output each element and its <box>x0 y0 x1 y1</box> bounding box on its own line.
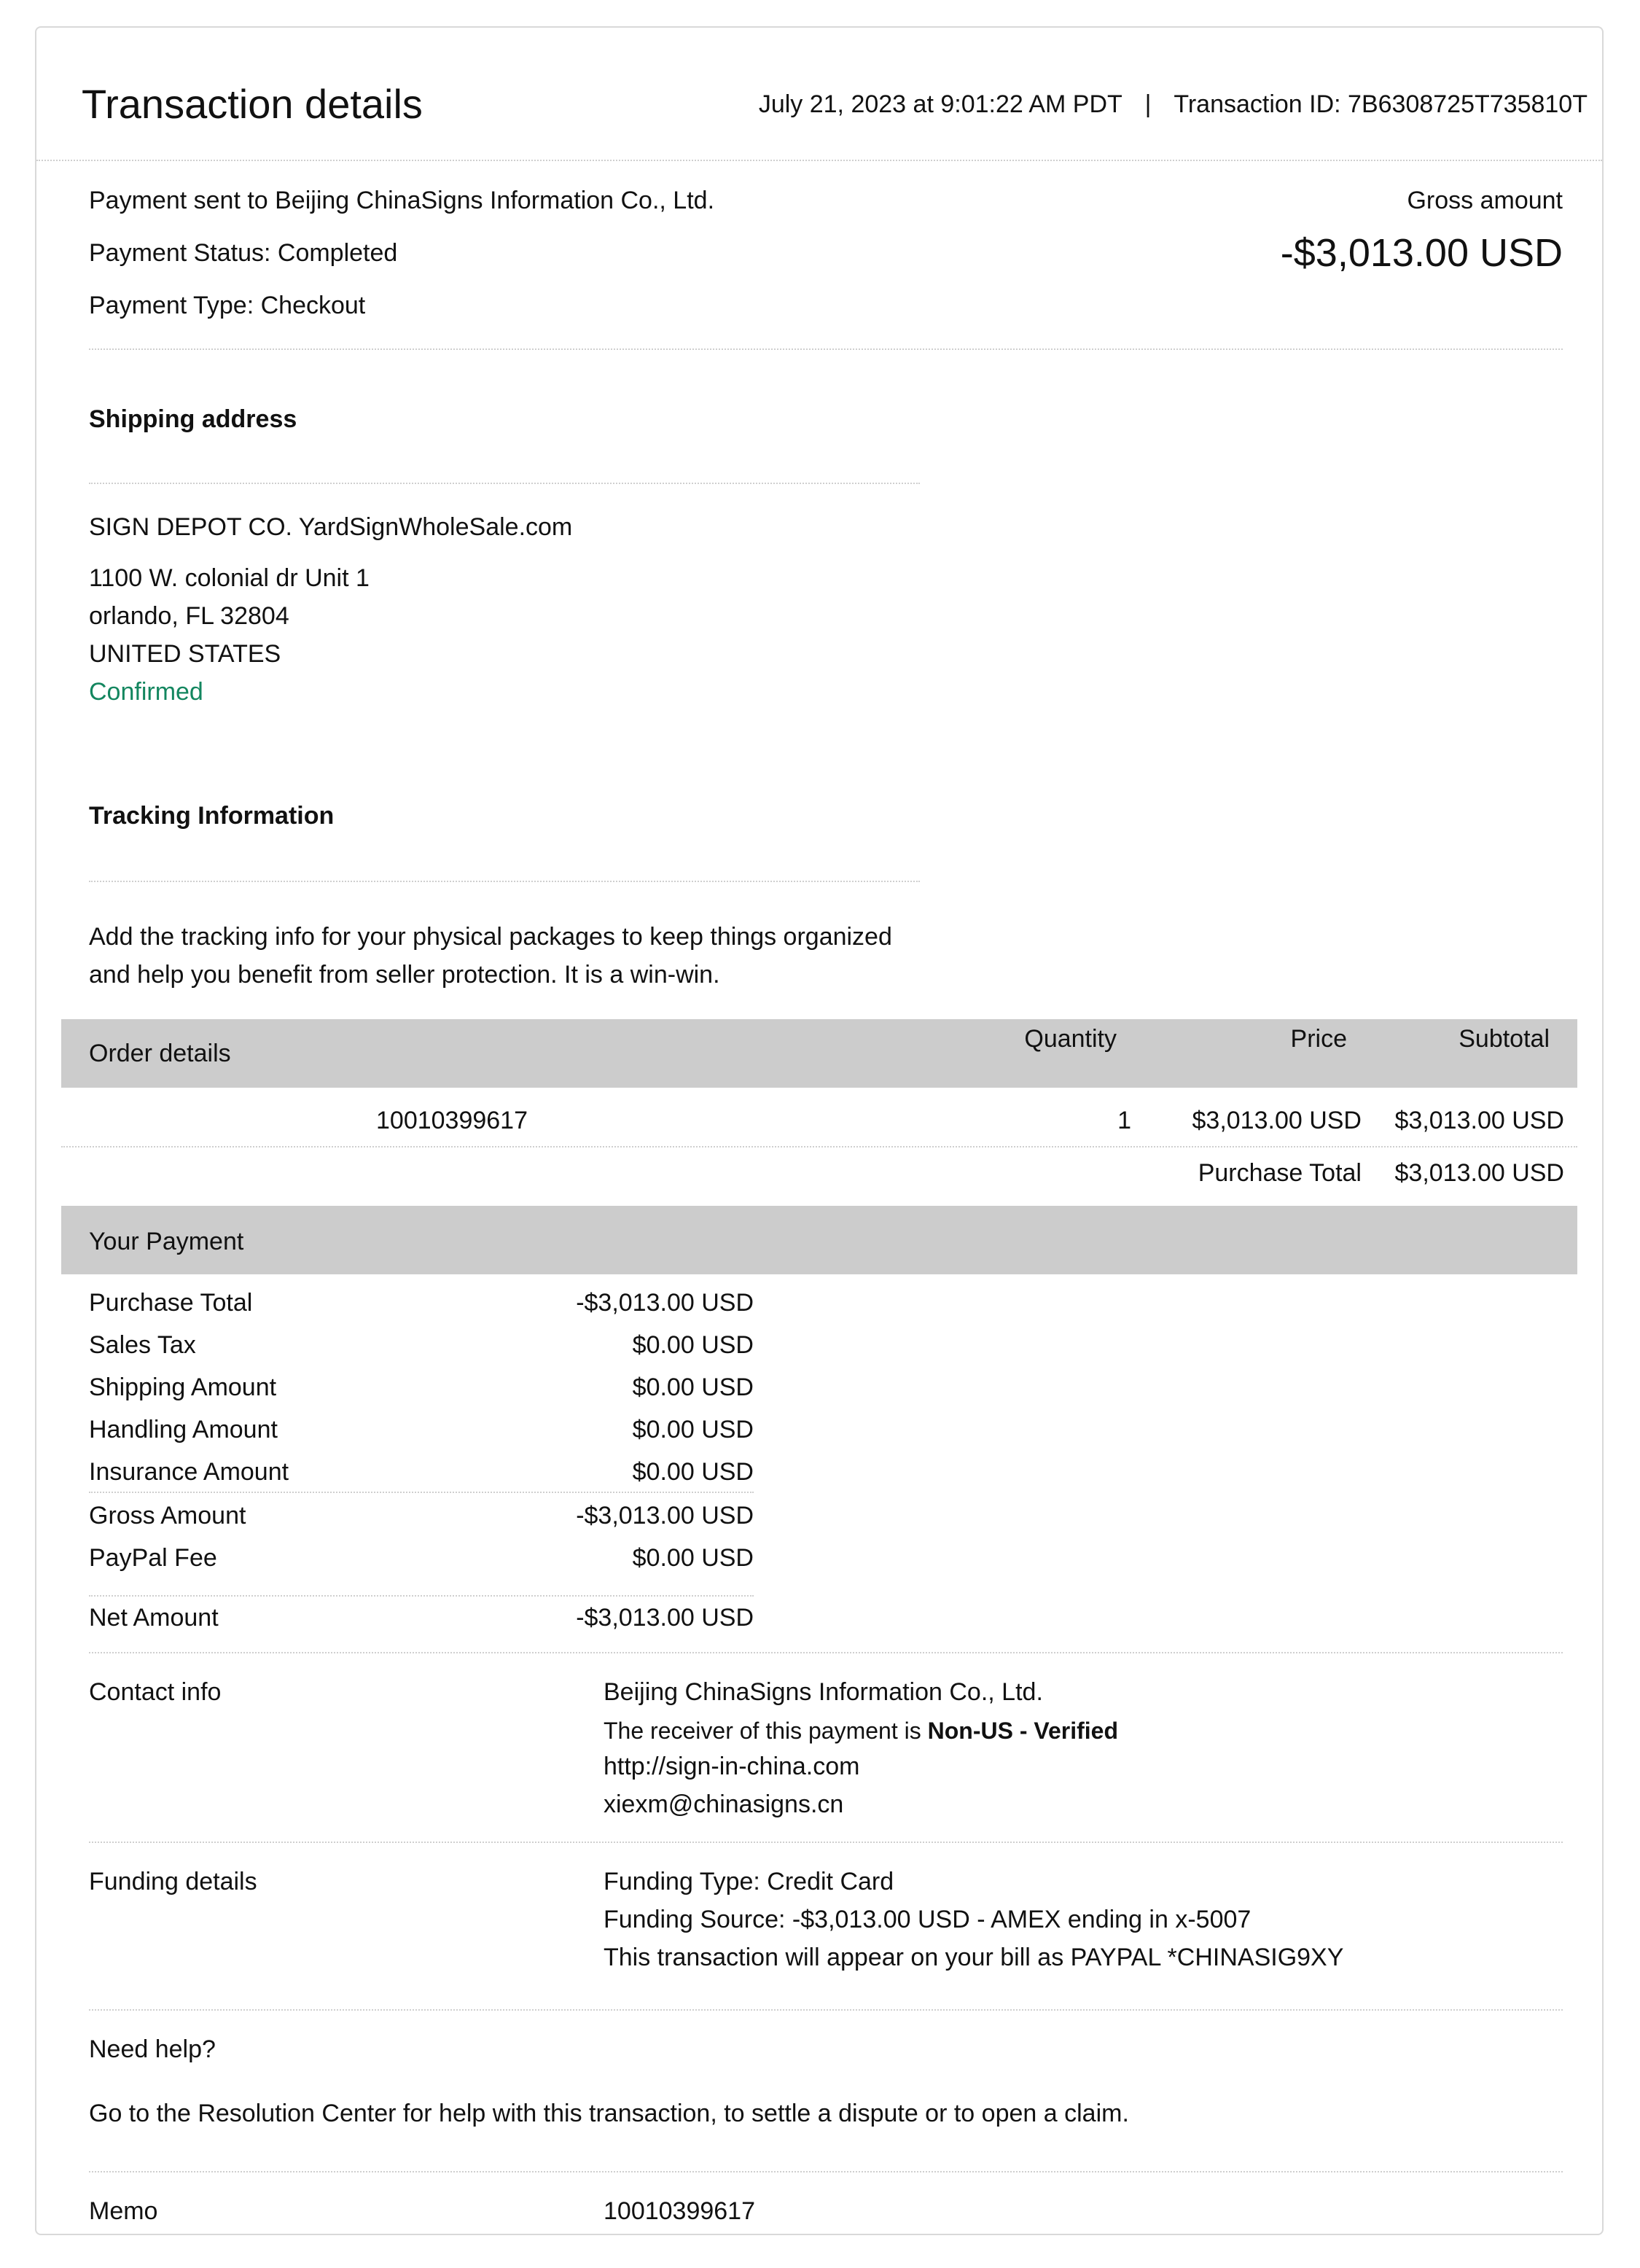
memo-divider <box>89 2171 1563 2172</box>
subtotal-column-header: Subtotal <box>1459 1025 1550 1053</box>
transaction-card <box>35 26 1604 2235</box>
payment-row-label: Purchase Total <box>89 1289 253 1317</box>
transaction-id: Transaction ID: 7B6308725T735810T <box>1174 90 1588 118</box>
shipping-line2: orlando, FL 32804 <box>89 602 289 630</box>
contact-info-label: Contact info <box>89 1678 222 1706</box>
transaction-meta <box>759 90 1588 119</box>
price-column-header: Price <box>1290 1025 1347 1053</box>
funding-details-label: Funding details <box>89 1868 257 1895</box>
summary-divider <box>89 348 1563 350</box>
order-details-header <box>61 1019 1577 1088</box>
contact-website: http://sign-in-china.com <box>604 1753 860 1780</box>
payment-row-label: PayPal Fee <box>89 1544 217 1572</box>
payment-row-value: $0.00 USD <box>632 1544 754 1572</box>
order-item-id: 10010399617 <box>376 1107 528 1134</box>
payment-status: Payment Status: Completed <box>89 239 398 267</box>
tracking-divider <box>89 881 920 882</box>
payment-row-label: Sales Tax <box>89 1331 196 1359</box>
order-item-quantity: 1 <box>1117 1107 1131 1134</box>
funding-type: Funding Type: Credit Card <box>604 1868 894 1895</box>
transaction-datetime: July 21, 2023 at 9:01:22 AM PDT <box>758 90 1122 118</box>
tracking-heading: Tracking Information <box>89 802 335 830</box>
payment-row-label: Net Amount <box>89 1604 219 1632</box>
receiver-status: Non-US - Verified <box>927 1718 1118 1744</box>
payment-row-value: $0.00 USD <box>632 1416 754 1443</box>
purchase-total-value: $3,013.00 USD <box>1394 1159 1564 1187</box>
payment-row-value: $0.00 USD <box>632 1331 754 1359</box>
gross-amount-value: -$3,013.00 USD <box>1280 231 1563 275</box>
payment-row-value: $0.00 USD <box>632 1458 754 1486</box>
payment-row-value: $0.00 USD <box>632 1373 754 1401</box>
purchase-total-label: Purchase Total <box>1198 1159 1362 1187</box>
funding-divider <box>89 1842 1563 1843</box>
meta-separator: | <box>1144 90 1152 118</box>
shipping-divider <box>89 483 920 484</box>
funding-source: Funding Source: -$3,013.00 USD - AMEX ending in x-5007 <box>604 1906 1252 1933</box>
bill-descriptor: This transaction will appear on your bill as PAYPAL *CHINASIG9XY <box>604 1944 1344 1971</box>
order-details-label: Order details <box>89 1040 231 1067</box>
contact-divider <box>89 1652 1563 1653</box>
memo-label: Memo <box>89 2197 158 2225</box>
shipping-heading: Shipping address <box>89 405 297 433</box>
tracking-text-line1: Add the tracking info for your physical packages to keep things organized <box>89 923 892 951</box>
payment-row-label: Insurance Amount <box>89 1458 289 1486</box>
order-item-price: $3,013.00 USD <box>1192 1107 1362 1134</box>
shipping-country: UNITED STATES <box>89 640 281 668</box>
payment-row-value: -$3,013.00 USD <box>576 1289 754 1317</box>
tracking-text-line2: and help you benefit from seller protection. It is a win-win. <box>89 961 720 989</box>
page-title: Transaction details <box>82 81 423 127</box>
receiver-status-line <box>604 1718 1118 1745</box>
payment-recipient: Payment sent to Beijing ChinaSigns Information Co., Ltd. <box>89 187 715 214</box>
order-item-subtotal: $3,013.00 USD <box>1394 1107 1564 1134</box>
payment-row-value: -$3,013.00 USD <box>576 1604 754 1632</box>
your-payment-header <box>61 1206 1577 1274</box>
net-divider <box>89 1595 754 1597</box>
gross-amount-label: Gross amount <box>1407 187 1563 214</box>
help-divider <box>89 2009 1563 2011</box>
receiver-status-prefix: The receiver of this payment is <box>604 1718 921 1744</box>
your-payment-label: Your Payment <box>89 1228 244 1255</box>
quantity-column-header: Quantity <box>1024 1025 1117 1053</box>
gross-divider <box>89 1492 754 1493</box>
address-status: Confirmed <box>89 678 203 706</box>
memo-value: 10010399617 <box>604 2197 756 2225</box>
payment-type: Payment Type: Checkout <box>89 292 366 319</box>
shipping-line1: 1100 W. colonial dr Unit 1 <box>89 564 370 592</box>
order-item-divider <box>61 1146 1577 1147</box>
payment-row-value: -$3,013.00 USD <box>576 1502 754 1529</box>
resolution-center-text: Go to the Resolution Center for help with this transaction, to settle a dispute or to open a claim. <box>89 2100 1129 2127</box>
need-help-heading: Need help? <box>89 2035 216 2063</box>
payment-row-label: Gross Amount <box>89 1502 246 1529</box>
payment-row-label: Shipping Amount <box>89 1373 277 1401</box>
payment-row-label: Handling Amount <box>89 1416 278 1443</box>
contact-name: Beijing ChinaSigns Information Co., Ltd. <box>604 1678 1043 1706</box>
contact-email: xiexm@chinasigns.cn <box>604 1790 844 1818</box>
shipping-name: SIGN DEPOT CO. YardSignWholeSale.com <box>89 513 573 541</box>
header-divider <box>36 160 1602 161</box>
